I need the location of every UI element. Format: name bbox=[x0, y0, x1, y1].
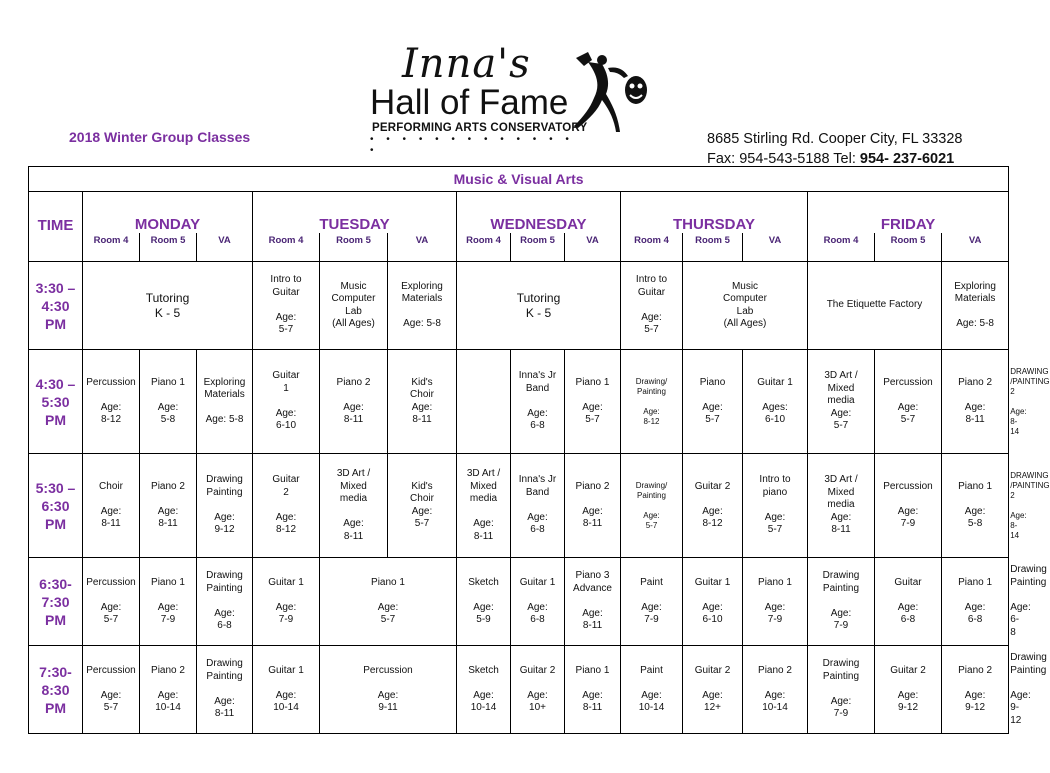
class-cell: Drawing/ Painting Age: 5-7 bbox=[621, 454, 683, 558]
class-cell: Percussion Age: 5-7 bbox=[83, 558, 140, 646]
class-cell: Intro to Guitar Age: 5-7 bbox=[621, 262, 683, 350]
schedule-table bbox=[28, 166, 1050, 734]
fax-label: Fax: 954-543-5188 Tel: bbox=[707, 151, 860, 167]
class-cell: Percussion Age: 5-7 bbox=[875, 350, 942, 454]
class-cell: Paint Age: 10-14 bbox=[621, 646, 683, 734]
time-header: TIME bbox=[29, 192, 83, 262]
room-header: VA bbox=[388, 233, 457, 262]
class-cell: Piano 1 Age: 5-7 bbox=[320, 558, 457, 646]
class-cell: Drawing/ Painting Age: 8-12 bbox=[621, 350, 683, 454]
room-header: Room 5 bbox=[511, 233, 565, 262]
class-cell: Exploring Materials Age: 5-8 bbox=[197, 350, 253, 454]
room-header: Room 4 bbox=[457, 233, 511, 262]
class-cell: Piano 1 Age: 6-8 bbox=[942, 558, 1009, 646]
class-cell: Drawing Painting Age: 6-8 bbox=[197, 558, 253, 646]
class-cell: Drawing Painting Age: 8-11 bbox=[197, 646, 253, 734]
class-cell: Guitar 1 Age: 10-14 bbox=[253, 646, 320, 734]
class-cell: Percussion Age: 9-11 bbox=[320, 646, 457, 734]
class-cell: Piano 1 Age: 7-9 bbox=[743, 558, 808, 646]
room-header: VA bbox=[197, 233, 253, 262]
class-cell: Piano 1 Age: 5-8 bbox=[942, 454, 1009, 558]
room-header: Room 5 bbox=[140, 233, 197, 262]
class-cell: Guitar 2 Age: 8-12 bbox=[253, 454, 320, 558]
class-cell: Guitar 2 Age: 12+ bbox=[683, 646, 743, 734]
address-block bbox=[707, 129, 963, 169]
logo-script-text: Inna's bbox=[402, 41, 531, 87]
class-cell bbox=[457, 350, 511, 454]
day-header-friday: FRIDAY bbox=[808, 192, 1009, 234]
dancer-theatre-masks-icon bbox=[558, 46, 658, 136]
class-cell: Intro to Guitar Age: 5-7 bbox=[253, 262, 320, 350]
class-cell: Piano 2 Age: 8-11 bbox=[320, 350, 388, 454]
time-slot-label: 5:30 – 6:30 PM bbox=[29, 454, 83, 558]
tel-number: 954- 237-6021 bbox=[859, 151, 955, 167]
class-cell: Inna's Jr Band Age: 6-8 bbox=[511, 350, 565, 454]
room-header: VA bbox=[942, 233, 1009, 262]
class-cell: Guitar 1 Age: 6-8 bbox=[511, 558, 565, 646]
room-header: Room 4 bbox=[621, 233, 683, 262]
class-cell: Guitar Age: 6-8 bbox=[875, 558, 942, 646]
room-header: Room 5 bbox=[875, 233, 942, 262]
class-cell: Guitar 1 Age: 6-10 bbox=[253, 350, 320, 454]
logo bbox=[366, 40, 666, 156]
class-cell: Piano 2 Age: 10-14 bbox=[743, 646, 808, 734]
class-cell: Music Computer Lab (All Ages) bbox=[683, 262, 808, 350]
room-header: Room 4 bbox=[808, 233, 875, 262]
time-slot-row: 7:30- 8:30 PM Percussion Age: 5-7 Piano 2 Age: 10-14 Drawing Painting Age: 8-11 Guitar 1 Age: 10-14 Percussion Age: 9-11 Sketch Age: 10-14 Guitar 2 Age: 10+ Piano 1 Age: 8-11 Paint Age: 10-14 Guitar 2 Age: 12+ Piano 2 Age: 10-14 Drawing Painting Age: 7-9 Guitar 2 Age: 9-12 Piano 2 Age: 9-12 Drawing Painting Age: 9-12 bbox=[29, 646, 1009, 734]
class-cell: Sketch Age: 10-14 bbox=[457, 646, 511, 734]
term-title: 2018 Winter Group Classes bbox=[69, 129, 251, 145]
class-cell: Piano 2 Age: 8-11 bbox=[565, 454, 621, 558]
class-cell: Exploring Materials Age: 5-8 bbox=[942, 262, 1009, 350]
class-cell: Guitar 2 Age: 8-12 bbox=[683, 454, 743, 558]
class-cell: Piano 2 Age: 8-11 bbox=[140, 454, 197, 558]
class-cell: Guitar 2 Age: 9-12 bbox=[875, 646, 942, 734]
class-cell: Percussion Age: 7-9 bbox=[875, 454, 942, 558]
logo-name: Hall of Fame bbox=[370, 83, 569, 122]
address: 8685 Stirling Rd. Cooper City, FL 33328 bbox=[707, 131, 963, 147]
class-cell: Piano 1 Age: 7-9 bbox=[140, 558, 197, 646]
time-slot-label: 7:30- 8:30 PM bbox=[29, 646, 83, 734]
time-slot-row: 4:30 – 5:30 PM Percussion Age: 8-12 Piano 1 Age: 5-8 Exploring Materials Age: 5-8 Guitar 1 Age: 6-10 Piano 2 Age: 8-11 Kid's Choir Age: 8-11 Inna's Jr Band Age: 6-8 Piano 1 Age: 5-7 Drawing/ Painting Age: 8-12 Piano Age: 5-7 Guitar 1 Ages: 6-10 3D Art / Mixed media Age: 5-7 Percussion Age: 5-7 Piano 2 Age: 8-11 DRAWING /PAINTING 2 Age: 8-14 bbox=[29, 350, 1009, 454]
day-header-wednesday: WEDNESDAY bbox=[457, 192, 621, 234]
class-cell: Drawing Painting Age: 7-9 bbox=[808, 646, 875, 734]
class-cell: Intro to piano Age: 5-7 bbox=[743, 454, 808, 558]
room-header: Room 4 bbox=[253, 233, 320, 262]
class-cell: Percussion Age: 8-12 bbox=[83, 350, 140, 454]
class-cell: Piano 1 Age: 8-11 bbox=[565, 646, 621, 734]
day-header-monday: MONDAY bbox=[83, 192, 253, 234]
class-cell: Paint Age: 7-9 bbox=[621, 558, 683, 646]
class-cell: Kid's Choir Age: 8-11 bbox=[388, 350, 457, 454]
class-cell: Guitar 1 Age: 7-9 bbox=[253, 558, 320, 646]
class-cell: Inna's Jr Band Age: 6-8 bbox=[511, 454, 565, 558]
time-slot-label: 6:30- 7:30 PM bbox=[29, 558, 83, 646]
class-cell: Music Computer Lab (All Ages) bbox=[320, 262, 388, 350]
class-cell: 3D Art / Mixed media Age: 8-11 bbox=[457, 454, 511, 558]
time-slot-label: 3:30 – 4:30 PM bbox=[29, 262, 83, 350]
class-cell: 3D Art / Mixed media Age: 5-7 bbox=[808, 350, 875, 454]
class-cell: Tutoring K - 5 bbox=[457, 262, 621, 350]
room-header: Room 4 bbox=[83, 233, 140, 262]
room-header: Room 5 bbox=[683, 233, 743, 262]
class-cell: The Etiquette Factory bbox=[808, 262, 942, 350]
day-header-tuesday: TUESDAY bbox=[253, 192, 457, 234]
class-cell: Percussion Age: 5-7 bbox=[83, 646, 140, 734]
schedule-banner: Music & Visual Arts bbox=[29, 167, 1009, 192]
class-cell: Piano 2 Age: 8-11 bbox=[942, 350, 1009, 454]
class-cell: Guitar 2 Age: 10+ bbox=[511, 646, 565, 734]
room-header: VA bbox=[743, 233, 808, 262]
time-slot-row bbox=[29, 262, 1009, 350]
class-cell: Piano 2 Age: 9-12 bbox=[942, 646, 1009, 734]
time-slot-label: 4:30 – 5:30 PM bbox=[29, 350, 83, 454]
class-cell: Sketch Age: 5-9 bbox=[457, 558, 511, 646]
class-cell: Piano 3 Advance Age: 8-11 bbox=[565, 558, 621, 646]
time-slot-row: 6:30- 7:30 PM Percussion Age: 5-7 Piano 1 Age: 7-9 Drawing Painting Age: 6-8 Guitar 1 Age: 7-9 Piano 1 Age: 5-7 Sketch Age: 5-9 Guitar 1 Age: 6-8 Piano 3 Advance Age: 8-11 Paint Age: 7-9 Guitar 1 Age: 6-10 Piano 1 Age: 7-9 Drawing Painting Age: 7-9 Guitar Age: 6-8 Piano 1 Age: 6-8 Drawing Painting Age: 6-8 bbox=[29, 558, 1009, 646]
class-cell: 3D Art / Mixed media Age: 8-11 bbox=[808, 454, 875, 558]
class-cell: Tutoring K - 5 bbox=[83, 262, 253, 350]
class-cell: Guitar 1 Age: 6-10 bbox=[683, 558, 743, 646]
logo-subtitle: PERFORMING ARTS CONSERVATORY bbox=[372, 122, 588, 134]
class-cell: Guitar 1 Ages: 6-10 bbox=[743, 350, 808, 454]
day-header-thursday: THURSDAY bbox=[621, 192, 808, 234]
logo-dots: • • • • • • • • • • • • • • bbox=[370, 134, 574, 156]
class-cell: Choir Age: 8-11 bbox=[83, 454, 140, 558]
class-cell: Piano 1 Age: 5-7 bbox=[565, 350, 621, 454]
class-cell: Piano 1 Age: 5-8 bbox=[140, 350, 197, 454]
class-cell: Exploring Materials Age: 5-8 bbox=[388, 262, 457, 350]
class-cell: Drawing Painting Age: 7-9 bbox=[808, 558, 875, 646]
class-cell: Piano 2 Age: 10-14 bbox=[140, 646, 197, 734]
room-header: VA bbox=[565, 233, 621, 262]
class-cell: 3D Art / Mixed media Age: 8-11 bbox=[320, 454, 388, 558]
class-cell: Kid's Choir Age: 5-7 bbox=[388, 454, 457, 558]
time-slot-row: 5:30 – 6:30 PM Choir Age: 8-11 Piano 2 Age: 8-11 Drawing Painting Age: 9-12 Guitar 2 Age: 8-12 3D Art / Mixed media Age: 8-11 Kid's Choir Age: 5-7 3D Art / Mixed media Age: 8-11 Inna's Jr Band Age: 6-8 Piano 2 Age: 8-11 Drawing/ Painting Age: 5-7 Guitar 2 Age: 8-12 Intro to piano Age: 5-7 3D Art / Mixed media Age: 8-11 Percussion Age: 7-9 Piano 1 Age: 5-8 DRAWING /PAINTING 2 Age: 8-14 bbox=[29, 454, 1009, 558]
class-cell: Drawing Painting Age: 9-12 bbox=[197, 454, 253, 558]
room-header: Room 5 bbox=[320, 233, 388, 262]
class-cell: Piano Age: 5-7 bbox=[683, 350, 743, 454]
